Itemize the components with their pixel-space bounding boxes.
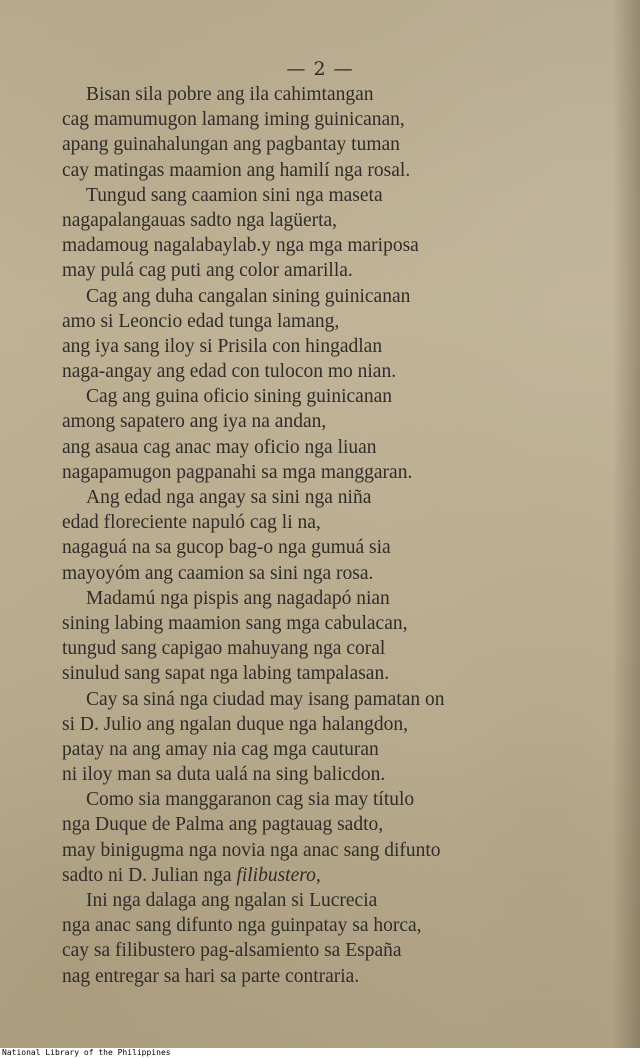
text-line: Como sia manggaranon cag sia may título — [86, 789, 415, 811]
page-number: — 2 — — [286, 58, 354, 80]
poem-text — [62, 82, 572, 989]
text-line: edad floreciente napuló cag li na, — [62, 512, 321, 534]
library-credit: National Library of the Philippines — [0, 1048, 640, 1058]
text-line: naga-angay ang edad con tulocon mo nian. — [62, 361, 397, 383]
text-line: Cag ang duha cangalan sining guinicanan — [86, 285, 411, 307]
text-line: Ini nga dalaga ang ngalan si Lucrecia — [86, 890, 378, 911]
text-line: may binigugma nga novia nga anac sang difunto — [62, 839, 441, 861]
text-line: cay sa filibustero pag-alsamiento sa España — [62, 940, 402, 962]
page-edge-shadow — [612, 0, 640, 1048]
text-line: ang iya sang iloy si Prisila con hingadlan — [62, 335, 383, 357]
text-line: nga Duque de Palma ang pagtauag sadto, — [62, 814, 384, 836]
italic-word: filibustero, — [236, 864, 321, 886]
text-line: nag entregar sa hari sa parte contraria. — [62, 965, 360, 987]
text-line: patay na ang amay nia cag mga cauturan — [62, 738, 379, 760]
text-line: Madamú nga pispis ang nagadapó nian — [86, 587, 390, 609]
text-line: sining labing maamion sang mga cabulacan, — [62, 612, 408, 634]
text-line: nagapalangauas sadto nga lagüerta, — [62, 209, 338, 231]
text-line: ni iloy man sa duta ualá na sing balicdon. — [62, 764, 386, 786]
text-line: may pulá cag puti ang color amarilla. — [62, 260, 353, 282]
text-line: ang asaua cag anac may oficio nga liuan — [62, 436, 377, 458]
text-line: sinulud sang sapat nga labing tampalasan. — [62, 663, 390, 685]
text-line: tungud sang capigao mahuyang nga coral — [62, 638, 386, 660]
text-line: si D. Julio ang ngalan duque nga halangdon, — [62, 713, 409, 735]
text-line: Cag ang guina oficio sining guinicanan — [86, 386, 392, 408]
text-line: among sapatero ang iya na andan, — [62, 411, 327, 433]
text-line-start: sadto ni D. Julian nga — [62, 864, 232, 886]
text-line: nga anac sang difunto nga guinpatay sa horca, — [62, 915, 422, 937]
text-line: nagapamugon pagpanahi sa mga manggaran. — [62, 461, 413, 483]
text-line: madamoug nagalabaylab.y nga mga mariposa — [62, 235, 419, 257]
text-line: cag mamumugon lamang iming guinicanan, — [62, 109, 405, 131]
text-line: nagaguá na sa gucop bag-o nga gumuá sia — [62, 537, 391, 559]
text-line: mayoyóm ang caamion sa sini nga rosa. — [62, 562, 374, 584]
text-line: amo si Leoncio edad tunga lamang, — [62, 310, 340, 332]
text-line: Tungud sang caamion sini nga maseta — [86, 184, 383, 206]
text-line: Ang edad nga angay sa sini nga niña — [86, 487, 372, 508]
text-line: Cay sa siná nga ciudad may isang pamatan on — [86, 688, 445, 710]
text-line: Bisan sila pobre ang ila cahimtangan — [86, 84, 374, 105]
text-line-with-italic — [62, 863, 572, 888]
text-line: cay matingas maamion ang hamilí nga rosal. — [62, 159, 411, 181]
text-line: apang guinahalungan ang pagbantay tuman — [62, 134, 400, 156]
